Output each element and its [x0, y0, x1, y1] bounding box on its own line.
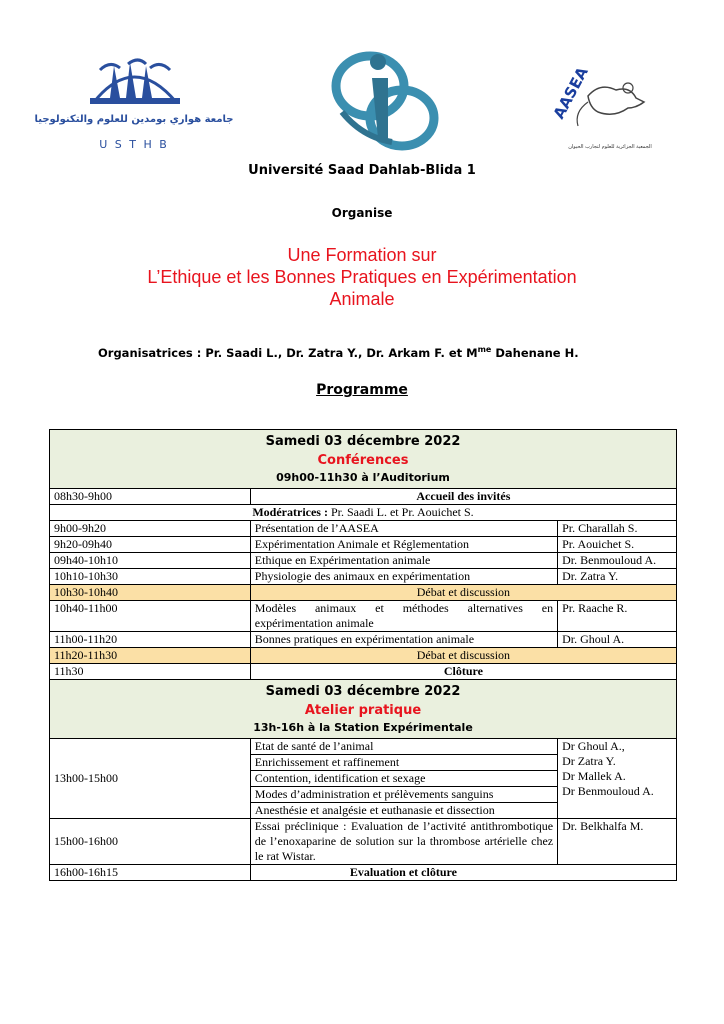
day2-header-row — [50, 680, 677, 739]
speaker-cell: Dr. Ghoul A. — [558, 632, 677, 648]
title-line-1: Une Formation sur — [287, 245, 437, 265]
topic-cell: Essai préclinique : Evaluation de l’activité antithrombotique de l’enoxaparine de solution sur la thrombose artérielle chez le rat Wistar. — [250, 819, 557, 865]
topic-cell: Enrichissement et raffinement — [250, 755, 557, 771]
organisers — [98, 345, 658, 360]
programme-heading: Programme — [316, 382, 408, 398]
topic-cell: Expérimentation Animale et Réglementation — [250, 537, 557, 553]
moderators-label: Modératrices : — [252, 505, 328, 519]
university-name: Université Saad Dahlab-Blida 1 — [248, 163, 476, 178]
organisers-sup: me — [477, 345, 492, 354]
aasea-arabic-name: الجمعية الجزائرية للعلوم لتجارب الحيوان — [568, 144, 652, 150]
debate-row — [50, 585, 677, 601]
table-row — [50, 739, 677, 755]
time-cell: 13h00-15h00 — [50, 739, 251, 819]
day2-date: Samedi 03 décembre 2022 — [265, 684, 461, 699]
time-cell: 11h20-11h30 — [50, 648, 251, 664]
title-line-3: Animale — [329, 289, 395, 309]
table-row — [50, 664, 677, 680]
topic-cell: Physiologie des animaux en expérimentation — [250, 569, 557, 585]
evaluation-cell — [250, 865, 676, 881]
time-cell: 08h30-9h00 — [50, 489, 251, 505]
moderators-names: Pr. Saadi L. et Pr. Aouichet S. — [327, 505, 474, 519]
time-cell: 11h00-11h20 — [50, 632, 251, 648]
topic-cell: Modes d’administration et prélèvements sanguins — [250, 787, 557, 803]
debate-cell: Débat et discussion — [250, 648, 676, 664]
topic-cell: Anesthésie et analgésie et euthanasie et dissection — [250, 803, 557, 819]
organisers-end: Dahenane H. — [491, 345, 579, 360]
table-row — [50, 632, 677, 648]
table-row — [50, 537, 677, 553]
topic-cell: Etat de santé de l’animal — [250, 739, 557, 755]
evaluation-label: Evaluation et clôture — [349, 865, 457, 879]
time-cell: 10h40-11h00 — [50, 601, 251, 632]
time-cell: 9h20-09h40 — [50, 537, 251, 553]
time-cell: 16h00-16h15 — [50, 865, 251, 881]
topic-cell: Ethique en Expérimentation animale — [250, 553, 557, 569]
day1-header-row — [50, 430, 677, 489]
usthb-latin-name: U S T H B — [99, 138, 169, 151]
time-cell: 09h40-10h10 — [50, 553, 251, 569]
usthb-logo — [34, 50, 234, 154]
university-blida-logo — [322, 42, 444, 154]
table-row — [50, 601, 677, 632]
aasea-logo — [540, 56, 662, 156]
day1-header — [50, 430, 677, 489]
speaker-cell: Dr. Benmouloud A. — [558, 553, 677, 569]
day1-type: Conférences — [317, 453, 409, 468]
table-row — [50, 505, 677, 521]
aasea-wordmark: AASEA — [549, 64, 592, 122]
logo-bar — [0, 36, 724, 161]
speaker-name: Dr Benmouloud A. — [562, 784, 654, 798]
speaker-cell: Dr. Zatra Y. — [558, 569, 677, 585]
speaker-cell: Dr. Belkhalfa M. — [558, 819, 677, 865]
topic-cell: Bonnes pratiques en expérimentation animale — [250, 632, 557, 648]
topic-cell: Présentation de l’AASEA — [250, 521, 557, 537]
speakers-cell — [558, 739, 677, 819]
organise-label: Organise — [331, 206, 393, 220]
closure-cell: Clôture — [250, 664, 676, 680]
moderators-cell — [50, 505, 677, 521]
table-row — [50, 819, 677, 865]
day2-header — [50, 680, 677, 739]
day1-place: 09h00-11h30 à l’Auditorium — [276, 471, 450, 484]
time-cell: 11h30 — [50, 664, 251, 680]
table-row — [50, 553, 677, 569]
day1-date: Samedi 03 décembre 2022 — [265, 434, 461, 449]
topic-cell: Modèles animaux et méthodes alternatives en expérimentation animale — [250, 601, 557, 632]
day2-place: 13h-16h à la Station Expérimentale — [253, 721, 473, 734]
time-cell: 15h00-16h00 — [50, 819, 251, 865]
organisers-text: Organisatrices : Pr. Saadi L., Dr. Zatra Y., Dr. Arkam F. et M — [98, 345, 478, 360]
speaker-name: Dr Zatra Y. — [562, 754, 616, 768]
training-title — [60, 244, 664, 310]
accueil-cell: Accueil des invités — [250, 489, 676, 505]
time-cell: 10h10-10h30 — [50, 569, 251, 585]
debate-row — [50, 648, 677, 664]
table-row — [50, 521, 677, 537]
table-row — [50, 489, 677, 505]
day2-type: Atelier pratique — [304, 703, 422, 718]
speaker-name: Dr Ghoul A., — [562, 739, 625, 753]
speaker-name: Dr Mallek A. — [562, 769, 626, 783]
table-row — [50, 569, 677, 585]
programme-table — [49, 429, 677, 881]
debate-cell: Débat et discussion — [250, 585, 676, 601]
speaker-cell: Pr. Aouichet S. — [558, 537, 677, 553]
usthb-arabic-name: جامعة هواري بومدين للعلوم والتكنولوجيا — [34, 114, 234, 125]
topic-cell: Contention, identification et sexage — [250, 771, 557, 787]
table-row — [50, 865, 677, 881]
title-line-2: L’Ethique et les Bonnes Pratiques en Expérimentation — [147, 267, 577, 287]
time-cell: 9h00-9h20 — [50, 521, 251, 537]
time-cell: 10h30-10h40 — [50, 585, 251, 601]
speaker-cell: Pr. Raache R. — [558, 601, 677, 632]
speaker-cell: Pr. Charallah S. — [558, 521, 677, 537]
